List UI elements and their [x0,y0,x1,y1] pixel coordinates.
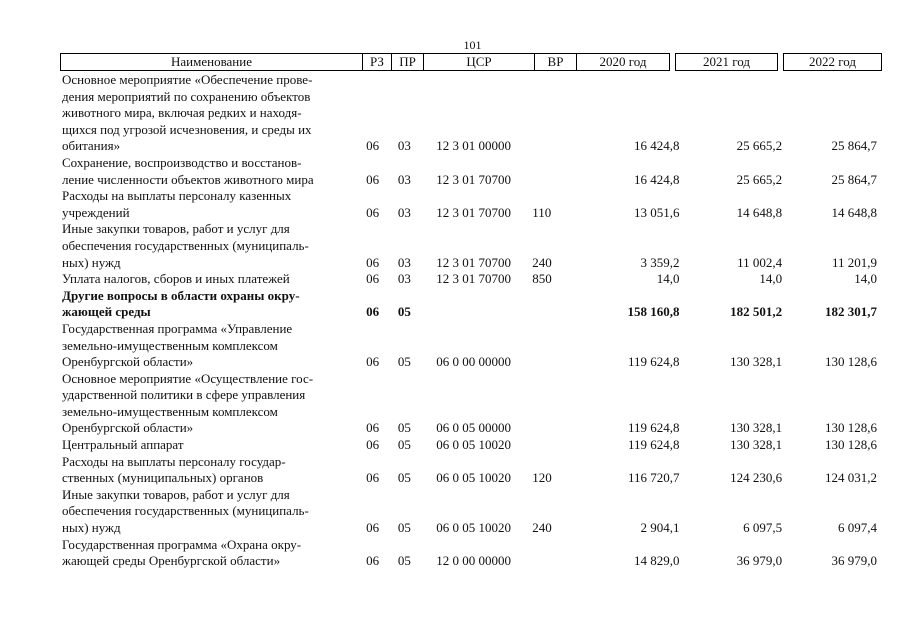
row-2022: 11 201,9 [831,254,878,270]
row-name: Центральный аппарат [62,437,184,453]
row-csr: 12 3 01 70700 [436,204,511,220]
table-row [60,288,889,321]
row-2020: 119 624,8 [627,354,680,370]
row-2020: 3 359,2 [640,254,680,270]
row-csr: 12 3 01 70700 [436,254,511,270]
row-2021: 36 979,0 [736,553,783,569]
row-pr: 05 [397,354,411,370]
row-2021: 25 665,2 [736,171,783,187]
page-number: 101 [463,38,482,52]
row-vr: 240 [532,520,552,536]
row-rz: 06 [366,304,380,320]
table-row [60,321,889,371]
row-vr: 110 [532,204,552,220]
row-name: Расходы на выплаты персоналу казенных учреждений [62,188,292,220]
row-name: Основное мероприятие «Обеспечение прове- дения мероприятий по сохранению объектов животного мира, включая редких и находя- щихся под угрозой исчезновения, и среды их обитания» [62,72,313,154]
row-name: Сохранение, воспроизводство и восстанов- ление численности объектов животного мира [62,154,314,187]
table-row [60,271,889,288]
row-rz: 06 [366,254,380,270]
row-pr: 03 [397,271,411,287]
row-2022: 182 301,7 [825,304,878,320]
row-2022: 6 097,4 [838,520,878,536]
header-2021: 2021 год [675,53,778,71]
row-csr: 12 0 00 00000 [436,553,511,569]
row-vr: 240 [532,254,552,270]
row-vr: 120 [532,470,552,486]
row-name: Государственная программа «Управление земельно-имущественным комплексом Оренбургской области» [62,320,293,370]
row-csr: 12 3 01 00000 [436,138,511,154]
row-2021: 182 501,2 [730,304,783,320]
row-2020: 119 624,8 [627,420,680,436]
row-pr: 03 [397,254,411,270]
table-row [60,537,889,570]
row-pr: 05 [397,420,411,436]
header-pr: ПР [391,53,424,71]
header-2020: 2020 год [576,53,670,71]
row-name: Основное мероприятие «Осуществление гос- ударственной политики в сфере управления земельно-имущественным комплексом Оренбургской области» [62,370,314,436]
row-pr: 05 [397,470,411,486]
row-rz: 06 [366,171,380,187]
table-body [60,72,889,570]
row-2020: 16 424,8 [633,171,680,187]
table-row [60,155,889,188]
row-name: Иные закупки товаров, работ и услуг для обеспечения государственных (муниципаль- ных) нужд [62,486,309,536]
row-pr: 05 [397,520,411,536]
row-pr: 03 [397,171,411,187]
row-2022: 14,0 [854,271,878,287]
row-2022: 14 648,8 [831,204,878,220]
row-rz: 06 [366,437,380,453]
row-name: Уплата налогов, сборов и иных платежей [62,271,290,287]
row-2020: 2 904,1 [640,520,680,536]
row-pr: 05 [397,553,411,569]
row-csr: 06 0 00 00000 [436,354,511,370]
row-csr: 06 0 05 10020 [436,520,511,536]
row-2021: 130 328,1 [730,354,783,370]
row-2022: 130 128,6 [825,420,878,436]
row-2021: 25 665,2 [736,138,783,154]
table-row [60,487,889,537]
row-2021: 130 328,1 [730,437,783,453]
row-pr: 03 [397,138,411,154]
row-2022: 36 979,0 [831,553,878,569]
row-2021: 14,0 [759,271,783,287]
row-rz: 06 [366,204,380,220]
row-2020: 16 424,8 [633,138,680,154]
table-row [60,371,889,437]
table-row [60,437,889,454]
row-2020: 13 051,6 [633,204,680,220]
header-csr: ЦСР [423,53,535,71]
row-pr: 05 [397,304,411,320]
row-2020: 119 624,8 [627,437,680,453]
row-name: Государственная программа «Охрана окру- жающей среды Оренбургской области» [62,536,302,569]
row-rz: 06 [366,470,380,486]
table-header [60,53,889,71]
row-csr: 06 0 05 00000 [436,420,511,436]
row-name: Другие вопросы в области охраны окру- жающей среды [62,287,300,320]
row-rz: 06 [366,271,380,287]
row-2020: 158 160,8 [627,304,680,320]
row-2020: 116 720,7 [627,470,680,486]
row-2022: 130 128,6 [825,354,878,370]
row-name: Иные закупки товаров, работ и услуг для обеспечения государственных (муниципаль- ных) нужд [62,221,309,270]
row-csr: 12 3 01 70700 [436,271,511,287]
row-2022: 25 864,7 [831,171,878,187]
table-row [60,221,889,271]
row-2022: 124 031,2 [825,470,878,486]
row-vr: 850 [532,271,552,287]
header-rz: РЗ [362,53,392,71]
row-pr: 05 [397,437,411,453]
row-rz: 06 [366,553,380,569]
table-row [60,454,889,487]
row-rz: 06 [366,354,380,370]
row-name: Расходы на выплаты персоналу государ- ственных (муниципальных) органов [62,453,286,486]
table-row [60,188,889,221]
row-2021: 130 328,1 [730,420,783,436]
row-pr: 03 [397,204,411,220]
header-name: Наименование [60,53,363,71]
row-2021: 6 097,5 [743,520,783,536]
row-2021: 14 648,8 [736,204,783,220]
header-vr: ВР [534,53,577,71]
row-2021: 124 230,6 [730,470,783,486]
row-csr: 06 0 05 10020 [436,437,511,453]
row-2022: 25 864,7 [831,138,878,154]
row-csr: 06 0 05 10020 [436,470,511,486]
row-2020: 14 829,0 [633,553,680,569]
row-2020: 14,0 [656,271,680,287]
row-rz: 06 [366,138,380,154]
header-2022: 2022 год [783,53,882,71]
table-row [60,72,889,155]
row-2022: 130 128,6 [825,437,878,453]
row-rz: 06 [366,420,380,436]
row-2021: 11 002,4 [737,254,783,270]
row-csr: 12 3 01 70700 [436,171,511,187]
row-rz: 06 [366,520,380,536]
